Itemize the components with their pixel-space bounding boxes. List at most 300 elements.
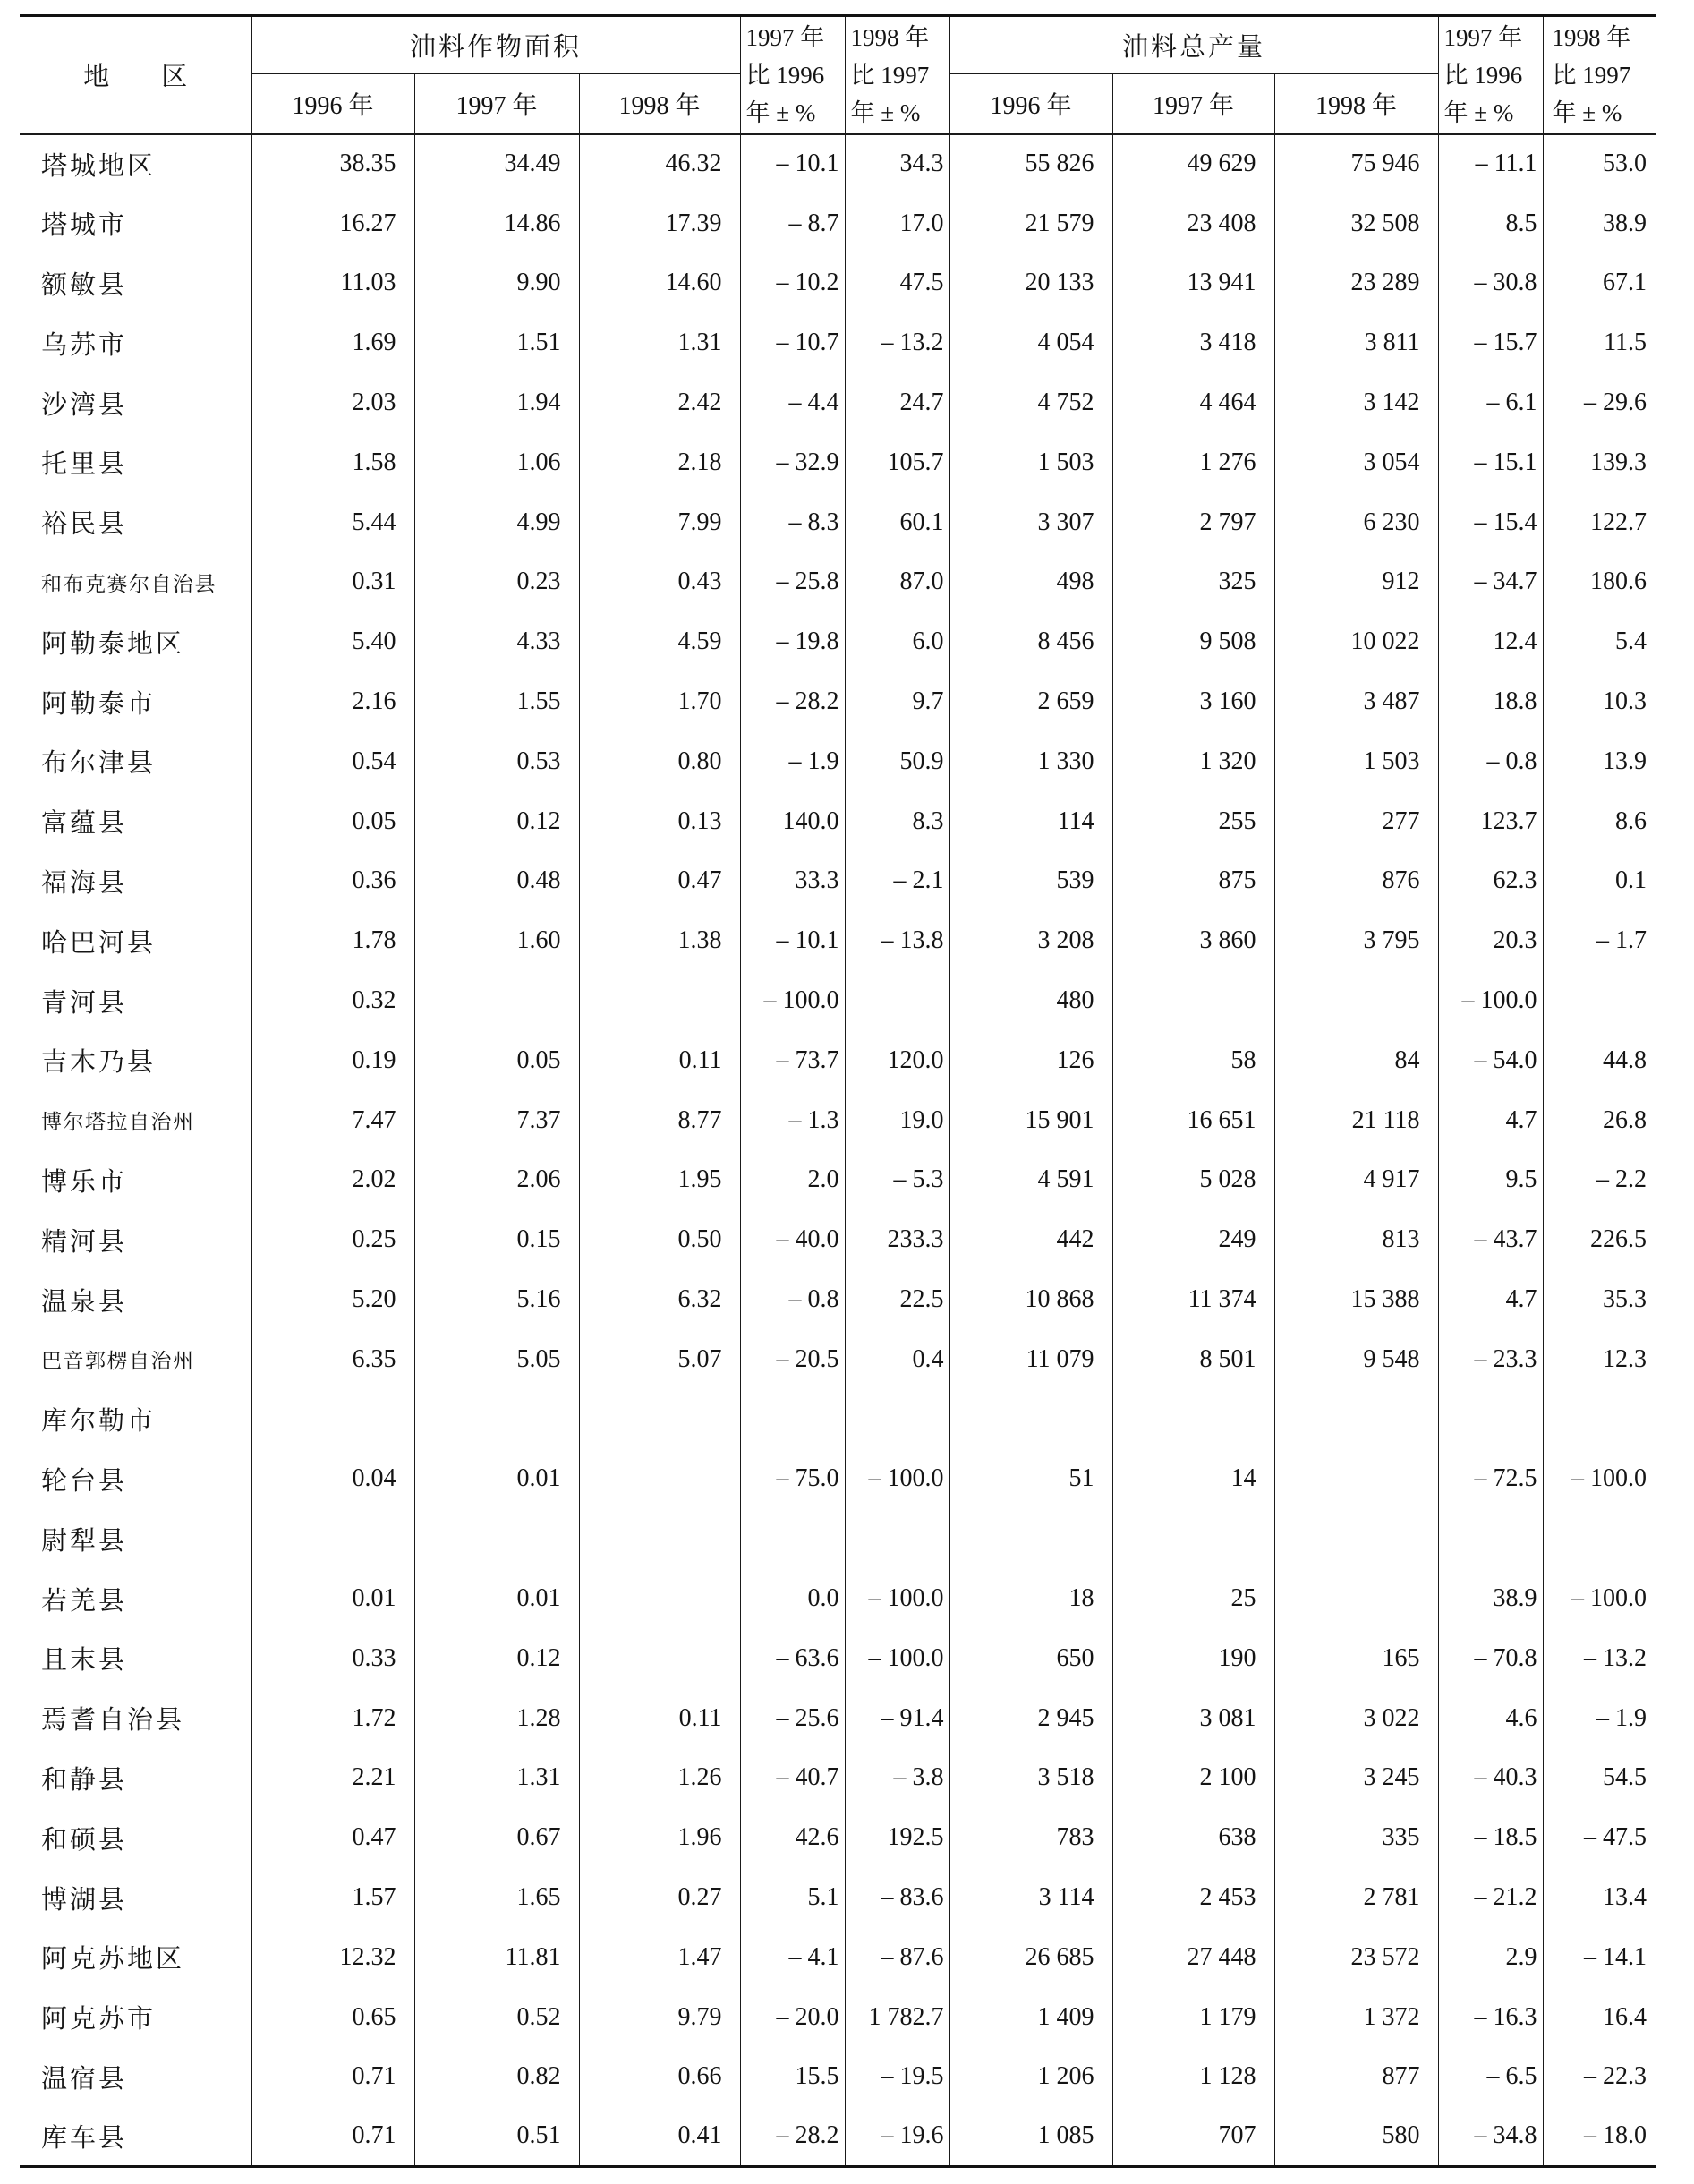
area-change-1998-vs-1997: 50.9 (845, 731, 949, 791)
area-change-1998-vs-1997 (845, 971, 949, 1031)
area-1998: 1.95 (579, 1150, 740, 1210)
output-change-1997-vs-1996: 4.7 (1438, 1090, 1543, 1150)
area-1997: 1.60 (414, 911, 579, 971)
area-1997: 0.53 (414, 731, 579, 791)
output-1998: 2 781 (1274, 1868, 1438, 1928)
area-change-1997-vs-1996: – 25.6 (740, 1688, 845, 1748)
output-1998: 9 548 (1274, 1329, 1438, 1389)
area-change-1997-vs-1996: – 28.2 (740, 672, 845, 732)
area-1998: 1.31 (579, 313, 740, 373)
area-1996: 1.69 (251, 313, 414, 373)
output-1997: 875 (1112, 851, 1274, 911)
area-1997: 9.90 (414, 253, 579, 313)
area-1997: 5.05 (414, 1329, 579, 1389)
area-change-1997-vs-1996: – 19.8 (740, 612, 845, 672)
output-change-1998-vs-1997: – 47.5 (1584, 1823, 1647, 1852)
output-1997: 4 464 (1112, 373, 1274, 433)
area-1997: 1.28 (414, 1688, 579, 1748)
area-change-1998-vs-1997: 8.3 (845, 791, 949, 851)
output-1998: 3 022 (1274, 1688, 1438, 1748)
area-1996: 0.71 (251, 2107, 414, 2167)
table-row (20, 911, 1656, 971)
table-row (20, 193, 1656, 253)
area-1997: 7.37 (414, 1090, 579, 1150)
output-1997: 23 408 (1112, 193, 1274, 253)
table-body (20, 134, 1656, 2167)
output-change-1997-vs-1996: – 34.8 (1438, 2107, 1543, 2167)
table-row (20, 1210, 1656, 1270)
area-1997 (414, 1509, 579, 1569)
header-line: 1997 年 (745, 23, 825, 51)
oilseed-statistics-table (20, 14, 1656, 2168)
region-name: 温宿县 (20, 2047, 251, 2107)
area-1996: 0.25 (251, 1210, 414, 1270)
output-1996: 3 518 (949, 1748, 1112, 1808)
area-change-1997-vs-1996: 0.0 (740, 1569, 845, 1629)
output-1996: 650 (949, 1628, 1112, 1688)
area-1996: 0.54 (251, 731, 414, 791)
area-1997: 1.65 (414, 1868, 579, 1928)
output-1998: 84 (1274, 1030, 1438, 1090)
area-change-1998-vs-1997: 192.5 (845, 1808, 949, 1868)
area-1998: 1.96 (579, 1808, 740, 1868)
output-1997: 1 320 (1112, 731, 1274, 791)
region-name: 博乐市 (20, 1150, 251, 1210)
area-change-1997-vs-1996: – 28.2 (740, 2107, 845, 2167)
header-row-1 (20, 16, 1656, 74)
area-change-1998-vs-1997: 60.1 (845, 492, 949, 552)
output-1998 (1274, 1569, 1438, 1629)
output-change-1997-vs-1996: 123.7 (1438, 791, 1543, 851)
output-change-1997-vs-1996: – 16.3 (1438, 1987, 1543, 2047)
output-1998: 277 (1274, 791, 1438, 851)
area-1997: 0.01 (414, 1569, 579, 1629)
output-change-1998-vs-1997 (1543, 1509, 1656, 1569)
table-row (20, 492, 1656, 552)
output-change-1997-vs-1996: – 72.5 (1438, 1449, 1543, 1509)
output-change-1997-vs-1996: 8.5 (1438, 193, 1543, 253)
output-1997: 2 453 (1112, 1868, 1274, 1928)
area-1996: 12.32 (251, 1927, 414, 1987)
output-change-1998-vs-1997: 38.9 (1603, 209, 1647, 237)
output-change-1997-vs-1996: 4.6 (1438, 1688, 1543, 1748)
header-line: 1998 年 (850, 23, 930, 51)
area-1998: 1.47 (579, 1927, 740, 1987)
area-change-1997-vs-1996 (740, 1389, 845, 1449)
output-change-1997-vs-1996: – 40.3 (1438, 1748, 1543, 1808)
output-change-1998-vs-1997-header (1543, 16, 1656, 134)
output-1998: 1 372 (1274, 1987, 1438, 2047)
output-1997: 1 179 (1112, 1987, 1274, 2047)
region-name: 福海县 (20, 851, 251, 911)
region-name: 阿勒泰地区 (20, 612, 251, 672)
area-year-1998-header: 1998 年 (579, 74, 740, 134)
output-1997: 325 (1112, 552, 1274, 612)
output-change-1997-vs-1996: – 54.0 (1438, 1030, 1543, 1090)
output-1997: 638 (1112, 1808, 1274, 1868)
area-1996: 0.32 (251, 971, 414, 1031)
area-1996: 0.65 (251, 1987, 414, 2047)
area-1998 (579, 1509, 740, 1569)
area-change-1998-vs-1997-header (845, 16, 949, 134)
region-header: 地 区 (20, 16, 251, 134)
output-1998: 75 946 (1274, 134, 1438, 194)
area-change-1997-vs-1996: – 25.8 (740, 552, 845, 612)
area-change-1997-vs-1996: 15.5 (740, 2047, 845, 2107)
oilseed-statistics-table-page (20, 14, 1656, 2168)
table-row (20, 791, 1656, 851)
area-1996: 1.58 (251, 432, 414, 492)
region-name: 塔城市 (20, 193, 251, 253)
output-1997: 3 081 (1112, 1688, 1274, 1748)
output-1998 (1274, 1449, 1438, 1509)
area-change-1998-vs-1997: – 91.4 (845, 1688, 949, 1748)
area-1998: 7.99 (579, 492, 740, 552)
output-change-1998-vs-1997: 139.3 (1590, 448, 1647, 476)
output-1997: 8 501 (1112, 1329, 1274, 1389)
area-1998: 0.66 (579, 2047, 740, 2107)
output-1998: 877 (1274, 2047, 1438, 2107)
output-change-1997-vs-1996: – 11.1 (1438, 134, 1543, 194)
area-change-1998-vs-1997: 105.7 (845, 432, 949, 492)
area-1996: 5.20 (251, 1270, 414, 1330)
output-1998: 876 (1274, 851, 1438, 911)
area-change-1997-vs-1996: – 63.6 (740, 1628, 845, 1688)
output-1996: 55 826 (949, 134, 1112, 194)
area-change-1998-vs-1997: – 100.0 (845, 1569, 949, 1629)
area-change-1998-vs-1997: – 3.8 (845, 1748, 949, 1808)
output-1998: 1 503 (1274, 731, 1438, 791)
output-1998: 6 230 (1274, 492, 1438, 552)
region-name: 尉犁县 (20, 1509, 251, 1569)
area-1997: 1.31 (414, 1748, 579, 1808)
output-1996: 1 206 (949, 2047, 1112, 2107)
output-change-1998-vs-1997: 16.4 (1603, 2002, 1647, 2031)
area-1997 (414, 971, 579, 1031)
region-name: 乌苏市 (20, 313, 251, 373)
area-change-1998-vs-1997: – 100.0 (845, 1628, 949, 1688)
area-1997: 0.82 (414, 2047, 579, 2107)
output-1996: 2 659 (949, 672, 1112, 732)
output-change-1998-vs-1997: 11.5 (1604, 328, 1647, 357)
output-change-1998-vs-1997 (1543, 1389, 1656, 1449)
output-change-1997-vs-1996: – 21.2 (1438, 1868, 1543, 1928)
output-change-1997-vs-1996: 12.4 (1438, 612, 1543, 672)
output-change-1997-vs-1996: – 0.8 (1438, 731, 1543, 791)
area-1997: 4.99 (414, 492, 579, 552)
area-1998: 17.39 (579, 193, 740, 253)
output-1997: 49 629 (1112, 134, 1274, 194)
output-change-1997-vs-1996: – 30.8 (1438, 253, 1543, 313)
output-1997: 1 276 (1112, 432, 1274, 492)
output-1998: 3 811 (1274, 313, 1438, 373)
table-row (20, 432, 1656, 492)
area-1998: 0.11 (579, 1030, 740, 1090)
output-1997: 1 128 (1112, 2047, 1274, 2107)
area-1998: 4.59 (579, 612, 740, 672)
area-1998: 0.80 (579, 731, 740, 791)
area-change-1998-vs-1997: 120.0 (845, 1030, 949, 1090)
output-change-1998-vs-1997: 0.1 (1615, 866, 1647, 895)
area-change-1998-vs-1997: – 83.6 (845, 1868, 949, 1928)
area-1997: 0.67 (414, 1808, 579, 1868)
area-1997 (414, 1389, 579, 1449)
output-change-1998-vs-1997: – 13.2 (1584, 1643, 1647, 1672)
output-year-1997-header: 1997 年 (1112, 74, 1274, 134)
area-1996: 2.02 (251, 1150, 414, 1210)
output-1996: 10 868 (949, 1270, 1112, 1330)
output-change-1998-vs-1997: 5.4 (1615, 627, 1647, 656)
output-change-1997-vs-1996: – 43.7 (1438, 1210, 1543, 1270)
area-1996: 0.19 (251, 1030, 414, 1090)
region-name: 精河县 (20, 1210, 251, 1270)
output-1997: 3 860 (1112, 911, 1274, 971)
table-row (20, 1628, 1656, 1688)
header-line: 年 ± % (745, 98, 816, 126)
area-1996: 0.71 (251, 2047, 414, 2107)
output-1996: 20 133 (949, 253, 1112, 313)
area-change-1997-vs-1996: – 10.1 (740, 134, 845, 194)
output-1997: 2 100 (1112, 1748, 1274, 1808)
output-1997: 5 028 (1112, 1150, 1274, 1210)
output-change-1997-vs-1996: – 100.0 (1438, 971, 1543, 1031)
output-1998: 165 (1274, 1628, 1438, 1688)
area-1998: 9.79 (579, 1987, 740, 2047)
output-1998: 32 508 (1274, 193, 1438, 253)
output-1998: 3 054 (1274, 432, 1438, 492)
region-name: 巴音郭楞自治州 (20, 1329, 251, 1389)
area-1997: 4.33 (414, 612, 579, 672)
output-change-1997-vs-1996: 18.8 (1438, 672, 1543, 732)
table-row (20, 1389, 1656, 1449)
area-1996: 1.78 (251, 911, 414, 971)
table-row (20, 2047, 1656, 2107)
output-1998: 15 388 (1274, 1270, 1438, 1330)
area-1998: 1.38 (579, 911, 740, 971)
table-row (20, 851, 1656, 911)
region-name: 库尔勒市 (20, 1389, 251, 1449)
area-change-1997-vs-1996: 33.3 (740, 851, 845, 911)
output-change-1998-vs-1997: 12.3 (1603, 1344, 1647, 1373)
output-1996: 480 (949, 971, 1112, 1031)
area-1998 (579, 971, 740, 1031)
output-change-1997-vs-1996: 4.7 (1438, 1270, 1543, 1330)
table-row (20, 1688, 1656, 1748)
output-change-1998-vs-1997: – 14.1 (1584, 1942, 1647, 1971)
area-change-1998-vs-1997: 24.7 (845, 373, 949, 433)
table-row (20, 1987, 1656, 2047)
output-1997: 25 (1112, 1569, 1274, 1629)
output-change-1998-vs-1997: 67.1 (1603, 269, 1647, 297)
output-change-1997-vs-1996 (1438, 1389, 1543, 1449)
output-1998: 23 289 (1274, 253, 1438, 313)
area-change-1997-vs-1996: – 0.8 (740, 1270, 845, 1330)
table-row (20, 1509, 1656, 1569)
area-change-1998-vs-1997: – 13.2 (845, 313, 949, 373)
area-change-1998-vs-1997: – 5.3 (845, 1150, 949, 1210)
area-1996: 2.21 (251, 1748, 414, 1808)
area-1997: 0.48 (414, 851, 579, 911)
area-1997: 0.52 (414, 1987, 579, 2047)
output-1996: 21 579 (949, 193, 1112, 253)
region-name: 额敏县 (20, 253, 251, 313)
area-1998: 0.27 (579, 1868, 740, 1928)
table-row (20, 373, 1656, 433)
region-name: 和静县 (20, 1748, 251, 1808)
table-row (20, 2107, 1656, 2167)
table-row (20, 1449, 1656, 1509)
area-1996: 1.57 (251, 1868, 414, 1928)
output-1996: 11 079 (949, 1329, 1112, 1389)
output-1996: 3 208 (949, 911, 1112, 971)
output-1997: 16 651 (1112, 1090, 1274, 1150)
output-1998: 4 917 (1274, 1150, 1438, 1210)
output-1996: 1 409 (949, 1987, 1112, 2047)
output-1997: 58 (1112, 1030, 1274, 1090)
area-1997: 0.01 (414, 1449, 579, 1509)
output-change-1997-vs-1996: – 15.1 (1438, 432, 1543, 492)
area-1997: 1.55 (414, 672, 579, 732)
output-change-1998-vs-1997: 54.5 (1603, 1763, 1647, 1792)
table-row (20, 1329, 1656, 1389)
area-change-1997-vs-1996: 2.0 (740, 1150, 845, 1210)
area-1996: 0.33 (251, 1628, 414, 1688)
output-1996: 783 (949, 1808, 1112, 1868)
area-1998: 2.18 (579, 432, 740, 492)
area-change-1997-vs-1996: – 100.0 (740, 971, 845, 1031)
region-name: 阿勒泰市 (20, 672, 251, 732)
output-1998: 3 245 (1274, 1748, 1438, 1808)
region-name: 且末县 (20, 1628, 251, 1688)
output-1996: 8 456 (949, 612, 1112, 672)
output-1996: 114 (949, 791, 1112, 851)
area-change-1998-vs-1997: 17.0 (845, 193, 949, 253)
output-change-1997-vs-1996: – 6.5 (1438, 2047, 1543, 2107)
table-row (20, 672, 1656, 732)
output-1996: 1 330 (949, 731, 1112, 791)
area-1997: 0.23 (414, 552, 579, 612)
output-1998: 3 487 (1274, 672, 1438, 732)
output-1998 (1274, 971, 1438, 1031)
area-1998: 14.60 (579, 253, 740, 313)
area-1996: 1.72 (251, 1688, 414, 1748)
output-change-1998-vs-1997: 226.5 (1590, 1225, 1647, 1254)
area-1996: 2.03 (251, 373, 414, 433)
output-1996: 26 685 (949, 1927, 1112, 1987)
area-change-1997-vs-1996: – 8.3 (740, 492, 845, 552)
region-name: 吉木乃县 (20, 1030, 251, 1090)
table-row (20, 1927, 1656, 1987)
area-1996: 38.35 (251, 134, 414, 194)
output-1996 (949, 1389, 1112, 1449)
area-change-1998-vs-1997: – 19.6 (845, 2107, 949, 2167)
region-name: 托里县 (20, 432, 251, 492)
table-row (20, 1090, 1656, 1150)
output-1996: 1 503 (949, 432, 1112, 492)
area-1996: 5.40 (251, 612, 414, 672)
output-change-1998-vs-1997: – 18.0 (1543, 2107, 1656, 2167)
area-change-1998-vs-1997: 47.5 (845, 253, 949, 313)
area-1997: 2.06 (414, 1150, 579, 1210)
output-1996: 18 (949, 1569, 1112, 1629)
area-1998: 0.47 (579, 851, 740, 911)
area-change-1998-vs-1997 (845, 1389, 949, 1449)
output-1996: 3 114 (949, 1868, 1112, 1928)
area-change-1997-vs-1996: – 73.7 (740, 1030, 845, 1090)
area-1998 (579, 1569, 740, 1629)
area-change-1997-vs-1996: – 4.1 (740, 1927, 845, 1987)
region-name: 塔城地区 (20, 134, 251, 194)
output-1998: 10 022 (1274, 612, 1438, 672)
output-1997: 9 508 (1112, 612, 1274, 672)
output-1997 (1112, 971, 1274, 1031)
region-name: 沙湾县 (20, 373, 251, 433)
header-line: 1998 年 (1552, 23, 1631, 51)
area-1998: 46.32 (579, 134, 740, 194)
area-1996 (251, 1389, 414, 1449)
output-1997: 255 (1112, 791, 1274, 851)
region-name: 焉耆自治县 (20, 1688, 251, 1748)
output-change-1998-vs-1997: 53.0 (1603, 149, 1647, 178)
table-row (20, 253, 1656, 313)
output-1996: 15 901 (949, 1090, 1112, 1150)
region-name: 富蕴县 (20, 791, 251, 851)
area-1997: 0.05 (414, 1030, 579, 1090)
region-name: 布尔津县 (20, 731, 251, 791)
header-line: 年 ± % (1443, 98, 1514, 126)
output-1996 (949, 1509, 1112, 1569)
output-change-1997-vs-1996: – 70.8 (1438, 1628, 1543, 1688)
area-1996 (251, 1509, 414, 1569)
area-change-1997-vs-1996: – 40.7 (740, 1748, 845, 1808)
header-line: 年 ± % (850, 98, 921, 126)
output-1997: 27 448 (1112, 1927, 1274, 1987)
area-1996: 0.04 (251, 1449, 414, 1509)
region-name: 若羌县 (20, 1569, 251, 1629)
area-change-1997-vs-1996 (740, 1509, 845, 1569)
area-1997: 1.51 (414, 313, 579, 373)
header-line: 1997 年 (1443, 23, 1523, 51)
output-change-1998-vs-1997: – 2.2 (1596, 1165, 1647, 1194)
output-change-1997-vs-1996: 2.9 (1438, 1927, 1543, 1987)
area-1998: 2.42 (579, 373, 740, 433)
area-1998 (579, 1389, 740, 1449)
output-change-1998-vs-1997: – 100.0 (1571, 1584, 1647, 1613)
area-1997: 14.86 (414, 193, 579, 253)
table-row (20, 612, 1656, 672)
area-change-1997-vs-1996: 140.0 (740, 791, 845, 851)
table-row (20, 971, 1656, 1031)
area-1998: 0.50 (579, 1210, 740, 1270)
area-1996: 0.47 (251, 1808, 414, 1868)
output-1997: 707 (1112, 2107, 1274, 2167)
table-row (20, 1748, 1656, 1808)
region-name: 裕民县 (20, 492, 251, 552)
region-name: 阿克苏市 (20, 1987, 251, 2047)
area-1997: 11.81 (414, 1927, 579, 1987)
table-row (20, 1569, 1656, 1629)
table-row (20, 1150, 1656, 1210)
area-1998: 8.77 (579, 1090, 740, 1150)
output-change-1997-vs-1996: – 34.7 (1438, 552, 1543, 612)
area-1996: 16.27 (251, 193, 414, 253)
area-1996: 7.47 (251, 1090, 414, 1150)
output-change-1998-vs-1997: 35.3 (1603, 1285, 1647, 1314)
area-change-1998-vs-1997: – 2.1 (845, 851, 949, 911)
region-name: 博尔塔拉自治州 (20, 1090, 251, 1150)
region-name: 库车县 (20, 2107, 251, 2167)
output-1996: 4 591 (949, 1150, 1112, 1210)
